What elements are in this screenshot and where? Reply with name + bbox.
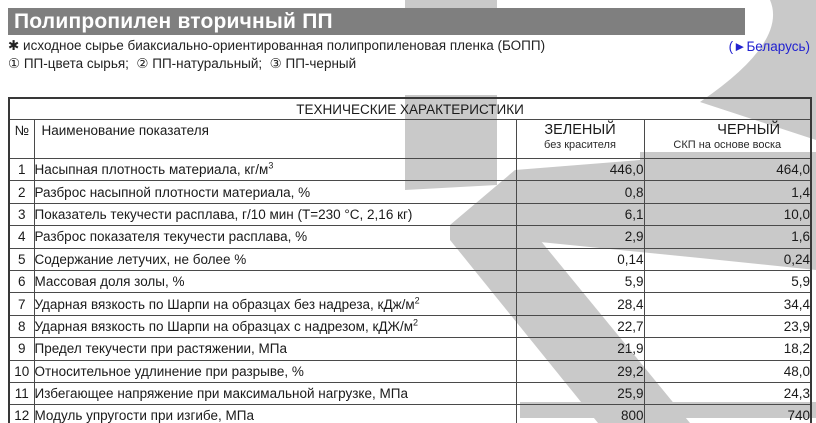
row-num: 12 [9, 405, 34, 423]
col-header-black-sub: СКП на основе воска [673, 139, 782, 151]
source-line [8, 37, 810, 55]
row-black-value: 740 [644, 405, 811, 423]
table-header-row [9, 120, 811, 159]
col-header-num: № [9, 120, 34, 159]
row-green-value: 22,7 [516, 315, 644, 337]
col-header-green-sub: без красителя [544, 139, 616, 151]
row-name: Предел текучести при растяжении, МПа [34, 338, 516, 360]
row-num: 11 [9, 382, 34, 404]
row-num: 5 [9, 248, 34, 270]
table-title: ТЕХНИЧЕСКИЕ ХАРАКТЕРИСТИКИ [9, 98, 811, 120]
row-green-value: 0,14 [516, 248, 644, 270]
row-num: 10 [9, 360, 34, 382]
row-num: 6 [9, 270, 34, 292]
row-name: Разброс насыпной плотности материала, % [34, 181, 516, 203]
variants-line: ① ПП-цвета сырья; ② ПП-натуральный; ③ ПП-черный [8, 56, 357, 71]
origin-link[interactable]: (►Беларусь) [728, 38, 810, 54]
row-black-value: 0,24 [644, 248, 811, 270]
table-row [9, 270, 811, 292]
row-green-value: 0,8 [516, 181, 644, 203]
row-green-value: 25,9 [516, 382, 644, 404]
col-header-black [644, 120, 811, 159]
row-black-value: 1,6 [644, 226, 811, 248]
row-name: Ударная вязкость по Шарпи на образцах без надреза, кДж/$м^2$ [34, 293, 516, 315]
col-header-black-label: ЧЕРНЫЙ [717, 122, 781, 138]
row-num: 1 [9, 159, 34, 181]
col-header-green-label: ЗЕЛЕНЫЙ [544, 122, 616, 138]
row-name: Ударная вязкость по Шарпи на образцах с надрезом, кДЖ/$м^2$ [34, 315, 516, 337]
row-num: 2 [9, 181, 34, 203]
row-black-value: 5,9 [644, 270, 811, 292]
table-row [9, 226, 811, 248]
row-black-value: 48,0 [644, 360, 811, 382]
table-row [9, 360, 811, 382]
row-num: 3 [9, 203, 34, 225]
row-green-value: 2,9 [516, 226, 644, 248]
row-name: Избегающее напряжение при максимальной нагрузке, МПа [34, 382, 516, 404]
table-row [9, 181, 811, 203]
row-black-value: 18,2 [644, 338, 811, 360]
table-row [9, 315, 811, 337]
row-black-value: 1,4 [644, 181, 811, 203]
col-header-name: Наименование показателя [34, 120, 516, 159]
tech-specs-table [8, 97, 812, 423]
row-black-value: 464,0 [644, 159, 811, 181]
table-title-row [9, 98, 811, 120]
page-title: Полипропилен вторичный ПП [14, 9, 333, 33]
table-row [9, 405, 811, 423]
row-green-value: 800 [516, 405, 644, 423]
col-header-green [516, 120, 644, 159]
row-name: Массовая доля золы, % [34, 270, 516, 292]
row-green-value: 446,0 [516, 159, 644, 181]
row-name: Разброс показателя текучести расплава, % [34, 226, 516, 248]
row-num: 9 [9, 338, 34, 360]
row-green-value: 6,1 [516, 203, 644, 225]
row-name: Относительное удлинение при разрыве, % [34, 360, 516, 382]
table-row [9, 203, 811, 225]
row-name: Содержание летучих, не более % [34, 248, 516, 270]
row-green-value: 5,9 [516, 270, 644, 292]
row-num: 8 [9, 315, 34, 337]
row-name: Модуль упругости при изгибе, МПа [34, 405, 516, 423]
table-row [9, 293, 811, 315]
row-num: 7 [9, 293, 34, 315]
page-title-bar [8, 8, 745, 35]
row-green-value: 29,2 [516, 360, 644, 382]
row-green-value: 21,9 [516, 338, 644, 360]
row-black-value: 34,4 [644, 293, 811, 315]
row-black-value: 24,3 [644, 382, 811, 404]
table-row [9, 338, 811, 360]
row-black-value: 23,9 [644, 315, 811, 337]
row-name: Показатель текучести расплава, г/10 мин (Т=230 °С, 2,16 кг) [34, 203, 516, 225]
table-row [9, 248, 811, 270]
row-num: 4 [9, 226, 34, 248]
table-row [9, 159, 811, 181]
source-note: ✱ исходное сырье биаксиально-ориентированная полипропиленовая пленка (БОПП) [8, 38, 546, 53]
row-name: Насыпная плотность материала, $кг/м^3$ [34, 159, 516, 181]
row-green-value: 28,4 [516, 293, 644, 315]
table-row [9, 382, 811, 404]
row-black-value: 10,0 [644, 203, 811, 225]
